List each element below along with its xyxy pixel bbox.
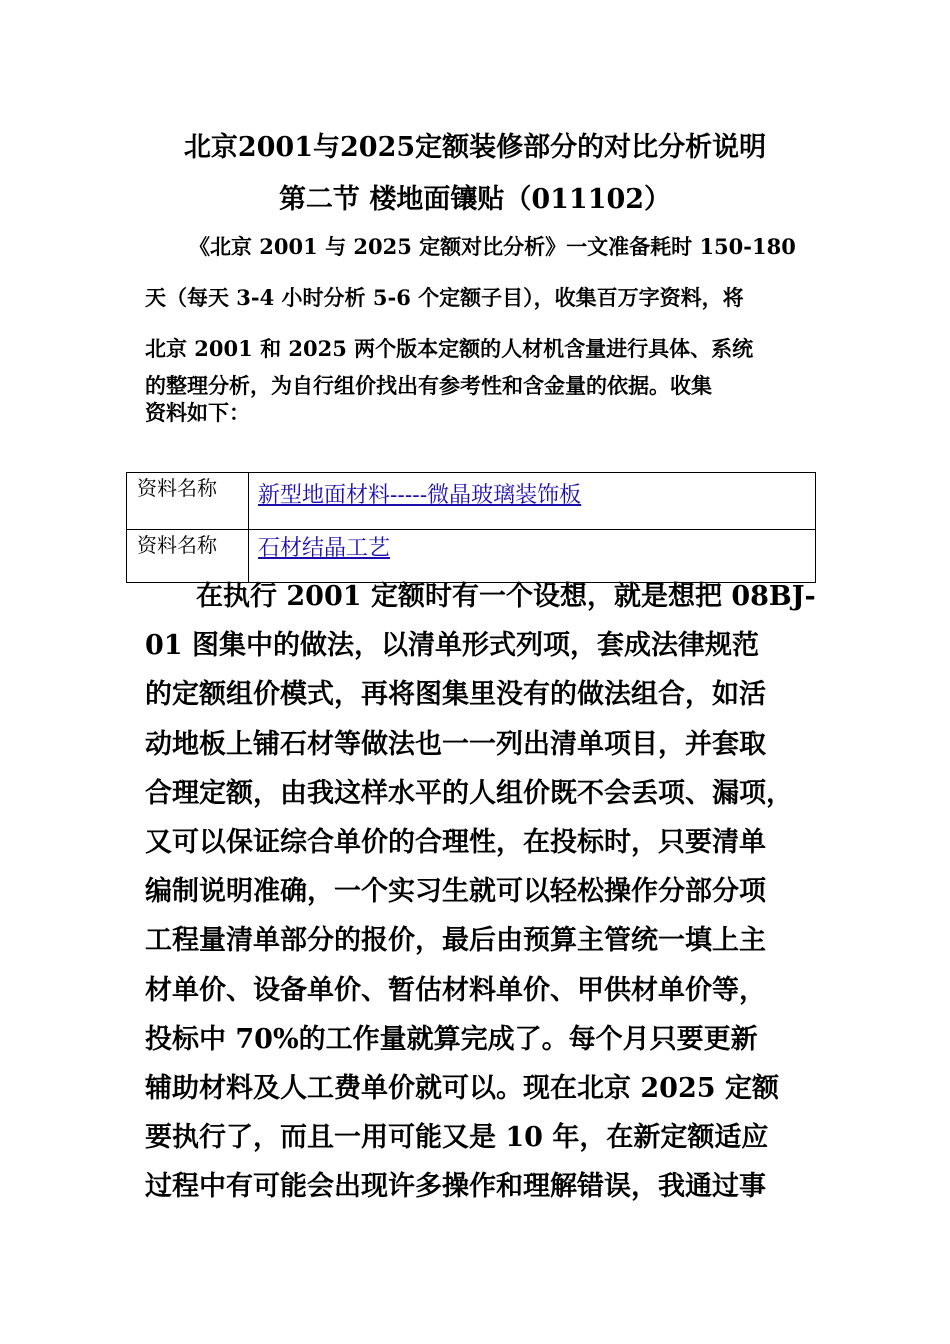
body-line-8: 工程量清单部分的报价，最后由预算主管统一填上主 — [145, 925, 766, 957]
body-line-11: 辅助材料及人工费单价就可以。现在北京 2025 定额 — [145, 1073, 779, 1104]
body-line-10: 投标中 70%的工作量就算完成了。每个月只要更新 — [145, 1023, 758, 1055]
resource-label: 资料名称 — [127, 530, 249, 583]
resource-link-glass-panel[interactable]: 新型地面材料-----微晶玻璃装饰板 — [258, 483, 582, 508]
body-line-9: 材单价、设备单价、暂估材料单价、甲供材单价等， — [145, 974, 766, 1006]
intro-line-3: 北京 2001 和 2025 两个版本定额的人材机含量进行具体、系统 — [145, 336, 754, 361]
intro-line-1: 《北京 2001 与 2025 定额对比分析》一文准备耗时 150-180 — [189, 234, 796, 259]
body-line-12: 要执行了，而且一用可能又是 10 年，在新定额适应 — [145, 1122, 769, 1154]
body-line-7: 编制说明准确，一个实习生就可以轻松操作分部分项 — [145, 876, 766, 908]
section-title: 第二节 楼地面镶贴（011102） — [278, 184, 672, 215]
body-line-13: 过程中有可能会出现许多操作和理解错误，我通过事 — [145, 1171, 766, 1203]
body-line-1: 在执行 2001 定额时有一个设想，就是想把 08BJ- — [196, 581, 816, 612]
body-line-5: 合理定额，由我这样水平的人组价既不会丢项、漏项， — [145, 777, 793, 809]
intro-line-4: 的整理分析，为自行组价找出有参考性和含金量的依据。收集 — [145, 373, 712, 398]
body-line-6: 又可以保证综合单价的合理性，在投标时，只要清单 — [145, 827, 766, 858]
body-line-3: 的定额组价模式，再将图集里没有的做法组合，如活 — [145, 679, 766, 711]
resource-label: 资料名称 — [127, 473, 249, 530]
intro-line-2: 天（每天 3-4 小时分析 5-6 个定额子目），收集百万字资料，将 — [145, 285, 744, 310]
body-line-2: 01 图集中的做法，以清单形式列项，套成法律规范 — [145, 630, 759, 662]
document-title: 北京2001与2025定额装修部分的对比分析说明 — [183, 132, 767, 163]
table-row — [127, 473, 816, 530]
intro-line-5: 资料如下： — [145, 400, 250, 425]
body-line-4: 动地板上铺石材等做法也一一列出清单项目，并套取 — [145, 728, 766, 760]
resource-cell — [249, 530, 816, 583]
resource-table — [126, 472, 816, 583]
table-row — [127, 530, 816, 583]
resource-link-stone-crystal[interactable]: 石材结晶工艺 — [258, 536, 391, 561]
resource-cell — [249, 473, 816, 530]
